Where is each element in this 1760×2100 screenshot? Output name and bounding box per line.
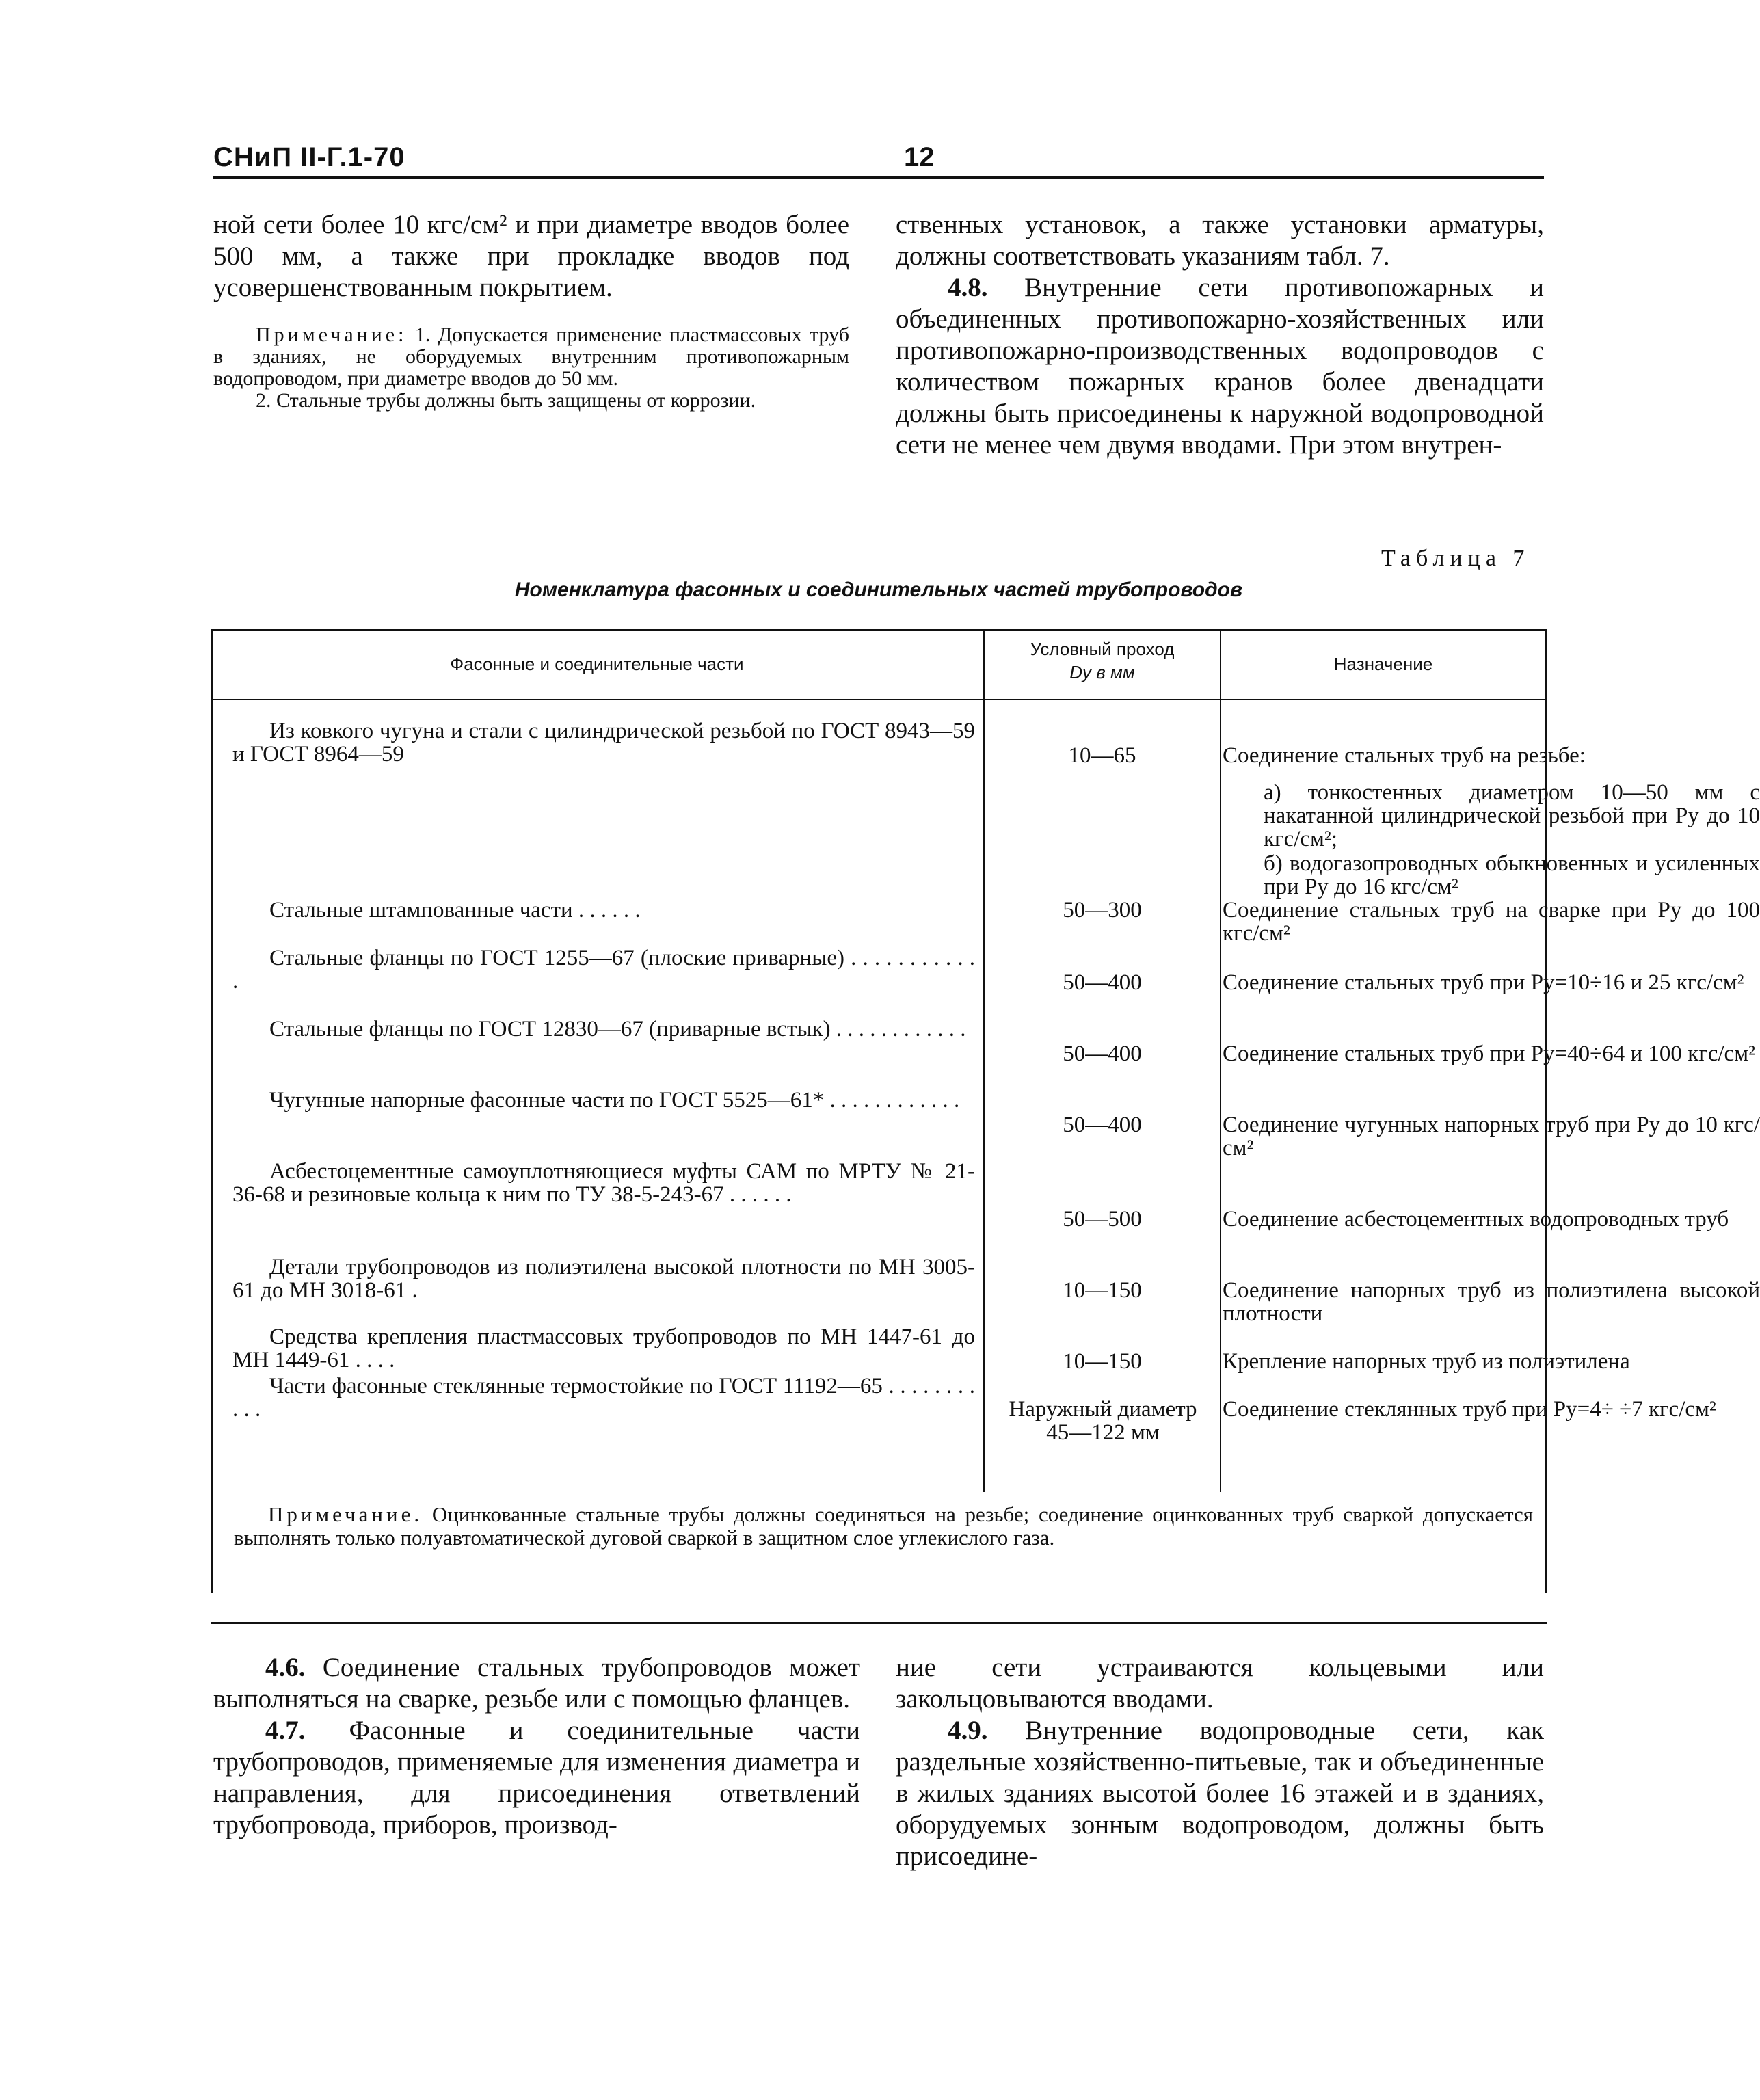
table-row-part: Части фасонные стеклянные термостойкие по ГОСТ 11192—65 . . . . . . . . . . . — [232, 1374, 975, 1422]
table-note-text: Оцинкованные стальные трубы должны соединяться на резьбе; соединение оцинкованных труб сваркой допускается выполнять только полуавтоматической дуговой сваркой в защитном слое углекислого газа. — [234, 1502, 1534, 1550]
section-text: Фасонные и соединительные части трубопроводов, применяемые для изменения диаметра и направления, для присоединения ответвлений трубопровода, приборов, производ- — [213, 1716, 861, 1839]
table-row-part: Асбестоцементные самоуплотняющиеся муфты САМ по МРТУ № 21-36-68 и резиновые кольца к ним по ТУ 38-5-243-67 . . . . . . — [232, 1159, 975, 1207]
column-divider-1 — [983, 629, 985, 1492]
note-item-1: 1. Допускается применение пластмассовых труб в зданиях, не оборудуемых внутренним противопожарным водопроводом, при диаметре вводов до 50 мм. — [213, 323, 849, 390]
column-header-purpose: Назначение — [1333, 654, 1433, 674]
header-bottom-rule — [211, 699, 1547, 700]
table-row-part: Из ковкого чугуна и стали с цилиндрической резьбой по ГОСТ 8943—59 и ГОСТ 8964—59 — [232, 719, 975, 767]
table-row-size: 10—65 — [1068, 743, 1136, 768]
table-left-rule — [211, 629, 213, 1593]
table-row-size: 50—500 — [1063, 1207, 1142, 1232]
table-caption: Таблица 7 — [1381, 546, 1530, 571]
parts-table — [211, 629, 1760, 1624]
table-row-size: 10—150 — [1063, 1349, 1142, 1374]
table-bottom-rule — [211, 1622, 1547, 1624]
bottom-right-column — [896, 1652, 1544, 1872]
section-number: 4.6. — [265, 1653, 306, 1682]
table-row-size: 50—300 — [1063, 898, 1142, 922]
page-number: 12 — [904, 142, 935, 172]
table-row-purpose: Соединение стальных труб при Pу=10÷16 и 25 кгс/см² — [1223, 970, 1744, 995]
document-code: СНиП II-Г.1-70 — [213, 142, 405, 172]
note-block — [213, 324, 849, 412]
column-divider-2 — [1220, 629, 1221, 1492]
table-row-purpose: Соединение стальных труб при Pу=40÷64 и 100 кгс/см² — [1223, 1041, 1755, 1066]
paragraph-continuation: ние сети устраиваются кольцевыми или закольцовываются вводами. — [896, 1653, 1544, 1714]
table-row-purpose: Соединение стеклянных труб при Pу=4÷ ÷7 кгс/см² — [1223, 1397, 1716, 1422]
column-header-size-line1: Условный проход — [1030, 639, 1175, 659]
section-text: Соединение стальных трубопроводов может выполняться на сварке, резьбе или с помощью фланцев. — [213, 1653, 860, 1714]
table-top-rule — [211, 629, 1547, 631]
table-row-purpose-b: б) водогазопроводных обыкновенных и усиленных при Pу до 16 кгс/см² — [1264, 851, 1760, 899]
bottom-left-column — [213, 1652, 860, 1841]
table-row-part: Стальные фланцы по ГОСТ 1255—67 (плоские приварные) . . . . . . . . . . . . — [232, 946, 975, 994]
table-note-label: Примечание. — [268, 1502, 423, 1526]
section-text: Внутренние сети противопожарных и объединенных противопожарно-хозяйственных или противопожарно-производственных водопроводов с количеством пожарных кранов более двенадцати должны быть присоединены к наружной водопроводной сети не менее чем двумя вводами. При этом внутрен- — [896, 273, 1545, 460]
table-row-size: 50—400 — [1063, 970, 1142, 995]
table-row-purpose-a: а) тонкостенных диаметром 10—50 мм с накатанной цилиндрической резьбой при Pу до 10 кгс/см²; — [1264, 780, 1760, 851]
column-header-parts: Фасонные и соединительные части — [450, 654, 744, 674]
table-row-purpose: Соединение стальных труб на сварке при Pу до 100 кгс/см² — [1223, 898, 1760, 946]
table-row-part: Стальные фланцы по ГОСТ 12830—67 (приварные встык) . . . . . . . . . . . . — [269, 1017, 966, 1041]
table-right-rule — [1545, 629, 1547, 1593]
table-title: Номенклатура фасонных и соединительных частей трубопроводов — [514, 579, 1243, 601]
table-row-size: 50—400 — [1063, 1041, 1142, 1066]
table-row-purpose: Крепление напорных труб из полиэтилена — [1223, 1349, 1630, 1374]
top-left-column — [213, 209, 849, 412]
table-row-size: Наружный диаметр 45—122 мм — [1009, 1397, 1197, 1445]
section-number: 4.8. — [948, 273, 988, 302]
table-row-size: 10—150 — [1063, 1278, 1142, 1303]
page-header — [213, 142, 1544, 176]
note-item-2: 2. Стальные трубы должны быть защищены от коррозии. — [256, 389, 756, 412]
table-row-purpose: Соединение стальных труб на резьбе: — [1223, 743, 1586, 768]
table-row-part: Средства крепления пластмассовых трубопроводов по МН 1447-61 до МН 1449-61 . . . . — [232, 1325, 975, 1372]
table-row-part: Чугунные напорные фасонные части по ГОСТ 5525—61* . . . . . . . . . . . . — [269, 1088, 960, 1113]
column-header-size-line2: Dу в мм — [1069, 662, 1135, 682]
table-note — [234, 1503, 1533, 1550]
table-row-purpose: Соединение асбестоцементных водопроводных труб — [1223, 1207, 1729, 1232]
table-row-purpose: Соединение чугунных напорных труб при Pу до 10 кгс/см² — [1223, 1113, 1760, 1160]
note-label: Примечание: — [256, 323, 408, 346]
section-number: 4.9. — [948, 1716, 988, 1745]
section-text: Внутренние водопроводные сети, как раздельные хозяйственно-питьевые, так и объединенные в жилых зданиях высотой более 16 этажей и в зданиях, оборудуемых зонным водопроводом, должны быть присоедине- — [896, 1716, 1544, 1871]
paragraph-continuation: ственных установок, а также установки арматуры, должны соответствовать указаниям табл. 7. — [896, 210, 1544, 271]
header-rule — [213, 176, 1544, 179]
paragraph-continuation: ной сети более 10 кгс/см² и при диаметре вводов более 500 мм, а также при прокладке вводов под усовершенствованным покрытием. — [213, 210, 849, 302]
top-right-column — [896, 209, 1544, 461]
table-row-size: 50—400 — [1063, 1113, 1142, 1137]
table-row-part: Стальные штампованные части . . . . . . — [269, 898, 641, 922]
section-number: 4.7. — [265, 1716, 306, 1745]
table-row-purpose: Соединение напорных труб из полиэтилена высокой плотности — [1223, 1278, 1760, 1326]
table-row-part: Детали трубопроводов из полиэтилена высокой плотности по МН 3005-61 до МН 3018-61 . — [232, 1255, 975, 1303]
